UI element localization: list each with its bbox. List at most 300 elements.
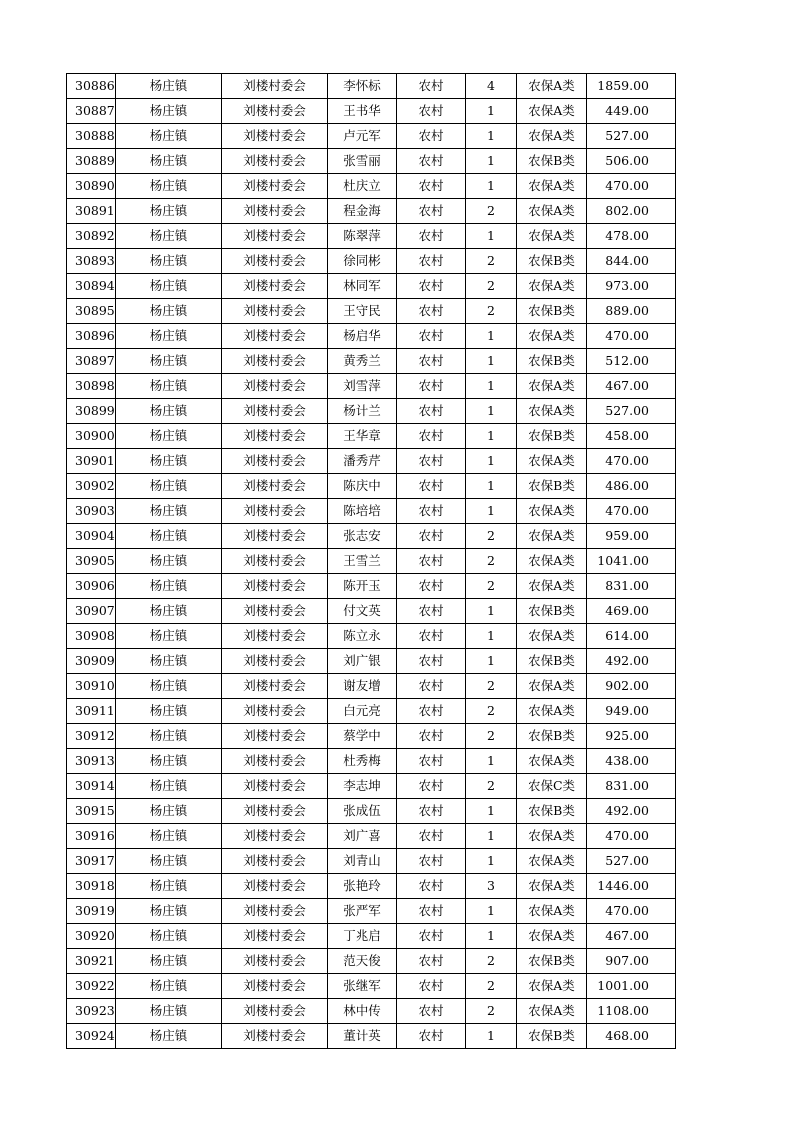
household-type-cell: 农村 bbox=[397, 224, 466, 249]
name-cell: 付文英 bbox=[328, 599, 397, 624]
town-cell: 杨庄镇 bbox=[116, 999, 222, 1024]
household-size-cell: 2 bbox=[466, 699, 517, 724]
amount-cell: 1041.00 bbox=[587, 549, 676, 574]
amount-cell: 614.00 bbox=[587, 624, 676, 649]
insurance-category-cell: 农保A类 bbox=[517, 874, 587, 899]
name-cell: 程金海 bbox=[328, 199, 397, 224]
table-row bbox=[67, 1024, 676, 1049]
town-cell: 杨庄镇 bbox=[116, 749, 222, 774]
insurance-category-cell: 农保B类 bbox=[517, 649, 587, 674]
household-type-cell: 农村 bbox=[397, 349, 466, 374]
town-cell: 杨庄镇 bbox=[116, 649, 222, 674]
amount-cell: 492.00 bbox=[587, 799, 676, 824]
table-row bbox=[67, 324, 676, 349]
household-type-cell: 农村 bbox=[397, 724, 466, 749]
name-cell: 杨计兰 bbox=[328, 399, 397, 424]
amount-cell: 973.00 bbox=[587, 274, 676, 299]
table-row bbox=[67, 749, 676, 774]
household-size-cell: 1 bbox=[466, 799, 517, 824]
serial-number-cell: 30899 bbox=[67, 399, 116, 424]
town-cell: 杨庄镇 bbox=[116, 549, 222, 574]
town-cell: 杨庄镇 bbox=[116, 224, 222, 249]
town-cell: 杨庄镇 bbox=[116, 349, 222, 374]
amount-cell: 527.00 bbox=[587, 124, 676, 149]
serial-number-cell: 30901 bbox=[67, 449, 116, 474]
serial-number-cell: 30902 bbox=[67, 474, 116, 499]
town-cell: 杨庄镇 bbox=[116, 124, 222, 149]
insurance-category-cell: 农保A类 bbox=[517, 224, 587, 249]
table-row bbox=[67, 949, 676, 974]
insurance-category-cell: 农保B类 bbox=[517, 349, 587, 374]
amount-cell: 925.00 bbox=[587, 724, 676, 749]
insurance-category-cell: 农保A类 bbox=[517, 699, 587, 724]
village-committee-cell: 刘楼村委会 bbox=[222, 449, 328, 474]
name-cell: 杜秀梅 bbox=[328, 749, 397, 774]
table-row bbox=[67, 149, 676, 174]
village-committee-cell: 刘楼村委会 bbox=[222, 749, 328, 774]
name-cell: 张严军 bbox=[328, 899, 397, 924]
table-row bbox=[67, 624, 676, 649]
amount-cell: 469.00 bbox=[587, 599, 676, 624]
town-cell: 杨庄镇 bbox=[116, 499, 222, 524]
household-size-cell: 1 bbox=[466, 749, 517, 774]
household-type-cell: 农村 bbox=[397, 874, 466, 899]
household-size-cell: 2 bbox=[466, 524, 517, 549]
household-size-cell: 1 bbox=[466, 399, 517, 424]
village-committee-cell: 刘楼村委会 bbox=[222, 349, 328, 374]
name-cell: 林同军 bbox=[328, 274, 397, 299]
household-size-cell: 1 bbox=[466, 624, 517, 649]
insurance-category-cell: 农保B类 bbox=[517, 299, 587, 324]
insurance-category-cell: 农保A类 bbox=[517, 624, 587, 649]
name-cell: 王雪兰 bbox=[328, 549, 397, 574]
table-row bbox=[67, 474, 676, 499]
household-size-cell: 1 bbox=[466, 824, 517, 849]
serial-number-cell: 30894 bbox=[67, 274, 116, 299]
name-cell: 董计英 bbox=[328, 1024, 397, 1049]
insurance-category-cell: 农保A类 bbox=[517, 924, 587, 949]
serial-number-cell: 30895 bbox=[67, 299, 116, 324]
village-committee-cell: 刘楼村委会 bbox=[222, 599, 328, 624]
amount-cell: 470.00 bbox=[587, 174, 676, 199]
household-size-cell: 2 bbox=[466, 974, 517, 999]
table-row bbox=[67, 899, 676, 924]
household-size-cell: 2 bbox=[466, 249, 517, 274]
name-cell: 陈庆中 bbox=[328, 474, 397, 499]
insurance-category-cell: 农保B类 bbox=[517, 599, 587, 624]
household-size-cell: 4 bbox=[466, 74, 517, 99]
amount-cell: 506.00 bbox=[587, 149, 676, 174]
amount-cell: 1446.00 bbox=[587, 874, 676, 899]
serial-number-cell: 30907 bbox=[67, 599, 116, 624]
household-size-cell: 1 bbox=[466, 424, 517, 449]
insurance-category-cell: 农保A类 bbox=[517, 899, 587, 924]
household-type-cell: 农村 bbox=[397, 699, 466, 724]
table-row bbox=[67, 399, 676, 424]
insurance-category-cell: 农保A类 bbox=[517, 274, 587, 299]
household-size-cell: 1 bbox=[466, 449, 517, 474]
name-cell: 张继军 bbox=[328, 974, 397, 999]
name-cell: 张雪丽 bbox=[328, 149, 397, 174]
insurance-category-cell: 农保A类 bbox=[517, 499, 587, 524]
village-committee-cell: 刘楼村委会 bbox=[222, 399, 328, 424]
name-cell: 白元亮 bbox=[328, 699, 397, 724]
name-cell: 杨启华 bbox=[328, 324, 397, 349]
table-row bbox=[67, 799, 676, 824]
name-cell: 杜庆立 bbox=[328, 174, 397, 199]
household-type-cell: 农村 bbox=[397, 674, 466, 699]
town-cell: 杨庄镇 bbox=[116, 474, 222, 499]
household-type-cell: 农村 bbox=[397, 174, 466, 199]
table-row bbox=[67, 374, 676, 399]
table-row bbox=[67, 674, 676, 699]
amount-cell: 1108.00 bbox=[587, 999, 676, 1024]
village-committee-cell: 刘楼村委会 bbox=[222, 549, 328, 574]
name-cell: 刘青山 bbox=[328, 849, 397, 874]
household-size-cell: 1 bbox=[466, 374, 517, 399]
household-size-cell: 2 bbox=[466, 274, 517, 299]
household-size-cell: 1 bbox=[466, 224, 517, 249]
household-size-cell: 1 bbox=[466, 99, 517, 124]
insurance-category-cell: 农保B类 bbox=[517, 249, 587, 274]
name-cell: 徐同彬 bbox=[328, 249, 397, 274]
serial-number-cell: 30910 bbox=[67, 674, 116, 699]
table-row bbox=[67, 974, 676, 999]
amount-cell: 831.00 bbox=[587, 774, 676, 799]
serial-number-cell: 30886 bbox=[67, 74, 116, 99]
insurance-category-cell: 农保A类 bbox=[517, 324, 587, 349]
name-cell: 李志坤 bbox=[328, 774, 397, 799]
serial-number-cell: 30905 bbox=[67, 549, 116, 574]
town-cell: 杨庄镇 bbox=[116, 699, 222, 724]
serial-number-cell: 30887 bbox=[67, 99, 116, 124]
insurance-category-cell: 农保A类 bbox=[517, 449, 587, 474]
amount-cell: 889.00 bbox=[587, 299, 676, 324]
name-cell: 刘雪萍 bbox=[328, 374, 397, 399]
insurance-category-cell: 农保A类 bbox=[517, 674, 587, 699]
table-row bbox=[67, 199, 676, 224]
table-row bbox=[67, 824, 676, 849]
household-type-cell: 农村 bbox=[397, 999, 466, 1024]
household-type-cell: 农村 bbox=[397, 274, 466, 299]
insurance-category-cell: 农保A类 bbox=[517, 524, 587, 549]
town-cell: 杨庄镇 bbox=[116, 174, 222, 199]
household-type-cell: 农村 bbox=[397, 374, 466, 399]
name-cell: 黄秀兰 bbox=[328, 349, 397, 374]
village-committee-cell: 刘楼村委会 bbox=[222, 174, 328, 199]
household-size-cell: 1 bbox=[466, 899, 517, 924]
name-cell: 王书华 bbox=[328, 99, 397, 124]
town-cell: 杨庄镇 bbox=[116, 599, 222, 624]
serial-number-cell: 30916 bbox=[67, 824, 116, 849]
town-cell: 杨庄镇 bbox=[116, 199, 222, 224]
village-committee-cell: 刘楼村委会 bbox=[222, 949, 328, 974]
table-row bbox=[67, 99, 676, 124]
name-cell: 王华章 bbox=[328, 424, 397, 449]
village-committee-cell: 刘楼村委会 bbox=[222, 374, 328, 399]
household-type-cell: 农村 bbox=[397, 474, 466, 499]
town-cell: 杨庄镇 bbox=[116, 899, 222, 924]
household-size-cell: 2 bbox=[466, 674, 517, 699]
table-row bbox=[67, 524, 676, 549]
name-cell: 张成伍 bbox=[328, 799, 397, 824]
amount-cell: 470.00 bbox=[587, 499, 676, 524]
town-cell: 杨庄镇 bbox=[116, 849, 222, 874]
serial-number-cell: 30900 bbox=[67, 424, 116, 449]
amount-cell: 470.00 bbox=[587, 449, 676, 474]
name-cell: 范天俊 bbox=[328, 949, 397, 974]
village-committee-cell: 刘楼村委会 bbox=[222, 499, 328, 524]
household-type-cell: 农村 bbox=[397, 899, 466, 924]
name-cell: 陈翠萍 bbox=[328, 224, 397, 249]
town-cell: 杨庄镇 bbox=[116, 724, 222, 749]
serial-number-cell: 30892 bbox=[67, 224, 116, 249]
town-cell: 杨庄镇 bbox=[116, 799, 222, 824]
serial-number-cell: 30904 bbox=[67, 524, 116, 549]
town-cell: 杨庄镇 bbox=[116, 399, 222, 424]
household-size-cell: 2 bbox=[466, 949, 517, 974]
table-body bbox=[67, 74, 676, 1049]
name-cell: 林中传 bbox=[328, 999, 397, 1024]
village-committee-cell: 刘楼村委会 bbox=[222, 474, 328, 499]
household-size-cell: 2 bbox=[466, 999, 517, 1024]
household-type-cell: 农村 bbox=[397, 599, 466, 624]
household-type-cell: 农村 bbox=[397, 324, 466, 349]
table-row bbox=[67, 649, 676, 674]
town-cell: 杨庄镇 bbox=[116, 824, 222, 849]
table-row bbox=[67, 174, 676, 199]
village-committee-cell: 刘楼村委会 bbox=[222, 199, 328, 224]
name-cell: 张艳玲 bbox=[328, 874, 397, 899]
amount-cell: 831.00 bbox=[587, 574, 676, 599]
household-type-cell: 农村 bbox=[397, 749, 466, 774]
village-committee-cell: 刘楼村委会 bbox=[222, 724, 328, 749]
serial-number-cell: 30903 bbox=[67, 499, 116, 524]
serial-number-cell: 30920 bbox=[67, 924, 116, 949]
insurance-category-cell: 农保A类 bbox=[517, 399, 587, 424]
town-cell: 杨庄镇 bbox=[116, 324, 222, 349]
name-cell: 王守民 bbox=[328, 299, 397, 324]
table-row bbox=[67, 699, 676, 724]
insurance-category-cell: 农保A类 bbox=[517, 374, 587, 399]
insurance-category-cell: 农保A类 bbox=[517, 999, 587, 1024]
household-size-cell: 1 bbox=[466, 324, 517, 349]
name-cell: 刘广银 bbox=[328, 649, 397, 674]
village-committee-cell: 刘楼村委会 bbox=[222, 324, 328, 349]
serial-number-cell: 30911 bbox=[67, 699, 116, 724]
serial-number-cell: 30918 bbox=[67, 874, 116, 899]
insurance-category-cell: 农保A类 bbox=[517, 849, 587, 874]
household-size-cell: 1 bbox=[466, 599, 517, 624]
household-size-cell: 2 bbox=[466, 724, 517, 749]
household-type-cell: 农村 bbox=[397, 574, 466, 599]
amount-cell: 470.00 bbox=[587, 824, 676, 849]
name-cell: 陈开玉 bbox=[328, 574, 397, 599]
serial-number-cell: 30909 bbox=[67, 649, 116, 674]
household-size-cell: 2 bbox=[466, 774, 517, 799]
amount-cell: 468.00 bbox=[587, 1024, 676, 1049]
amount-cell: 907.00 bbox=[587, 949, 676, 974]
insurance-category-cell: 农保B类 bbox=[517, 1024, 587, 1049]
table-row bbox=[67, 849, 676, 874]
household-type-cell: 农村 bbox=[397, 74, 466, 99]
household-size-cell: 1 bbox=[466, 649, 517, 674]
name-cell: 张志安 bbox=[328, 524, 397, 549]
household-size-cell: 1 bbox=[466, 174, 517, 199]
amount-cell: 467.00 bbox=[587, 374, 676, 399]
household-size-cell: 1 bbox=[466, 149, 517, 174]
household-type-cell: 农村 bbox=[397, 449, 466, 474]
insurance-category-cell: 农保B类 bbox=[517, 474, 587, 499]
village-committee-cell: 刘楼村委会 bbox=[222, 699, 328, 724]
town-cell: 杨庄镇 bbox=[116, 74, 222, 99]
amount-cell: 949.00 bbox=[587, 699, 676, 724]
village-committee-cell: 刘楼村委会 bbox=[222, 149, 328, 174]
serial-number-cell: 30912 bbox=[67, 724, 116, 749]
household-type-cell: 农村 bbox=[397, 774, 466, 799]
village-committee-cell: 刘楼村委会 bbox=[222, 299, 328, 324]
insurance-category-cell: 农保A类 bbox=[517, 124, 587, 149]
village-committee-cell: 刘楼村委会 bbox=[222, 1024, 328, 1049]
village-committee-cell: 刘楼村委会 bbox=[222, 99, 328, 124]
household-type-cell: 农村 bbox=[397, 549, 466, 574]
amount-cell: 438.00 bbox=[587, 749, 676, 774]
insurance-category-cell: 农保B类 bbox=[517, 424, 587, 449]
table-row bbox=[67, 724, 676, 749]
town-cell: 杨庄镇 bbox=[116, 774, 222, 799]
amount-cell: 470.00 bbox=[587, 899, 676, 924]
name-cell: 陈培培 bbox=[328, 499, 397, 524]
serial-number-cell: 30915 bbox=[67, 799, 116, 824]
serial-number-cell: 30914 bbox=[67, 774, 116, 799]
town-cell: 杨庄镇 bbox=[116, 274, 222, 299]
amount-cell: 449.00 bbox=[587, 99, 676, 124]
town-cell: 杨庄镇 bbox=[116, 449, 222, 474]
serial-number-cell: 30922 bbox=[67, 974, 116, 999]
amount-cell: 527.00 bbox=[587, 399, 676, 424]
table-row bbox=[67, 574, 676, 599]
table-row bbox=[67, 874, 676, 899]
serial-number-cell: 30906 bbox=[67, 574, 116, 599]
household-size-cell: 1 bbox=[466, 499, 517, 524]
town-cell: 杨庄镇 bbox=[116, 574, 222, 599]
household-type-cell: 农村 bbox=[397, 799, 466, 824]
name-cell: 李怀标 bbox=[328, 74, 397, 99]
household-size-cell: 1 bbox=[466, 1024, 517, 1049]
table-row bbox=[67, 124, 676, 149]
amount-cell: 1001.00 bbox=[587, 974, 676, 999]
household-type-cell: 农村 bbox=[397, 199, 466, 224]
household-type-cell: 农村 bbox=[397, 924, 466, 949]
household-size-cell: 2 bbox=[466, 574, 517, 599]
household-type-cell: 农村 bbox=[397, 424, 466, 449]
town-cell: 杨庄镇 bbox=[116, 424, 222, 449]
amount-cell: 527.00 bbox=[587, 849, 676, 874]
town-cell: 杨庄镇 bbox=[116, 374, 222, 399]
serial-number-cell: 30908 bbox=[67, 624, 116, 649]
table-row bbox=[67, 299, 676, 324]
household-size-cell: 1 bbox=[466, 849, 517, 874]
name-cell: 谢友增 bbox=[328, 674, 397, 699]
table-row bbox=[67, 224, 676, 249]
household-size-cell: 2 bbox=[466, 299, 517, 324]
household-type-cell: 农村 bbox=[397, 649, 466, 674]
table-row bbox=[67, 449, 676, 474]
name-cell: 陈立永 bbox=[328, 624, 397, 649]
insurance-category-cell: 农保A类 bbox=[517, 74, 587, 99]
serial-number-cell: 30897 bbox=[67, 349, 116, 374]
insurance-category-cell: 农保A类 bbox=[517, 99, 587, 124]
household-size-cell: 1 bbox=[466, 924, 517, 949]
insurance-category-cell: 农保B类 bbox=[517, 149, 587, 174]
serial-number-cell: 30913 bbox=[67, 749, 116, 774]
town-cell: 杨庄镇 bbox=[116, 974, 222, 999]
insurance-category-cell: 农保A类 bbox=[517, 199, 587, 224]
insurance-category-cell: 农保B类 bbox=[517, 949, 587, 974]
table-row bbox=[67, 274, 676, 299]
serial-number-cell: 30923 bbox=[67, 999, 116, 1024]
village-committee-cell: 刘楼村委会 bbox=[222, 999, 328, 1024]
household-size-cell: 3 bbox=[466, 874, 517, 899]
household-type-cell: 农村 bbox=[397, 949, 466, 974]
village-committee-cell: 刘楼村委会 bbox=[222, 899, 328, 924]
table-row bbox=[67, 424, 676, 449]
village-committee-cell: 刘楼村委会 bbox=[222, 274, 328, 299]
serial-number-cell: 30896 bbox=[67, 324, 116, 349]
insurance-category-cell: 农保A类 bbox=[517, 974, 587, 999]
household-type-cell: 农村 bbox=[397, 99, 466, 124]
village-committee-cell: 刘楼村委会 bbox=[222, 524, 328, 549]
amount-cell: 486.00 bbox=[587, 474, 676, 499]
household-type-cell: 农村 bbox=[397, 124, 466, 149]
serial-number-cell: 30893 bbox=[67, 249, 116, 274]
insurance-category-cell: 农保B类 bbox=[517, 799, 587, 824]
serial-number-cell: 30919 bbox=[67, 899, 116, 924]
town-cell: 杨庄镇 bbox=[116, 1024, 222, 1049]
amount-cell: 470.00 bbox=[587, 324, 676, 349]
table-row bbox=[67, 599, 676, 624]
household-size-cell: 2 bbox=[466, 199, 517, 224]
town-cell: 杨庄镇 bbox=[116, 674, 222, 699]
town-cell: 杨庄镇 bbox=[116, 249, 222, 274]
insurance-category-cell: 农保A类 bbox=[517, 549, 587, 574]
village-committee-cell: 刘楼村委会 bbox=[222, 849, 328, 874]
amount-cell: 458.00 bbox=[587, 424, 676, 449]
name-cell: 蔡学中 bbox=[328, 724, 397, 749]
data-table bbox=[66, 73, 676, 1049]
amount-cell: 959.00 bbox=[587, 524, 676, 549]
insurance-category-cell: 农保A类 bbox=[517, 824, 587, 849]
household-size-cell: 1 bbox=[466, 349, 517, 374]
serial-number-cell: 30888 bbox=[67, 124, 116, 149]
household-type-cell: 农村 bbox=[397, 149, 466, 174]
household-type-cell: 农村 bbox=[397, 849, 466, 874]
insurance-category-cell: 农保C类 bbox=[517, 774, 587, 799]
table-row bbox=[67, 924, 676, 949]
insurance-category-cell: 农保A类 bbox=[517, 574, 587, 599]
household-size-cell: 1 bbox=[466, 124, 517, 149]
table-row bbox=[67, 774, 676, 799]
town-cell: 杨庄镇 bbox=[116, 924, 222, 949]
village-committee-cell: 刘楼村委会 bbox=[222, 799, 328, 824]
name-cell: 潘秀芹 bbox=[328, 449, 397, 474]
household-type-cell: 农村 bbox=[397, 1024, 466, 1049]
household-type-cell: 农村 bbox=[397, 524, 466, 549]
village-committee-cell: 刘楼村委会 bbox=[222, 124, 328, 149]
village-committee-cell: 刘楼村委会 bbox=[222, 249, 328, 274]
household-type-cell: 农村 bbox=[397, 824, 466, 849]
village-committee-cell: 刘楼村委会 bbox=[222, 624, 328, 649]
